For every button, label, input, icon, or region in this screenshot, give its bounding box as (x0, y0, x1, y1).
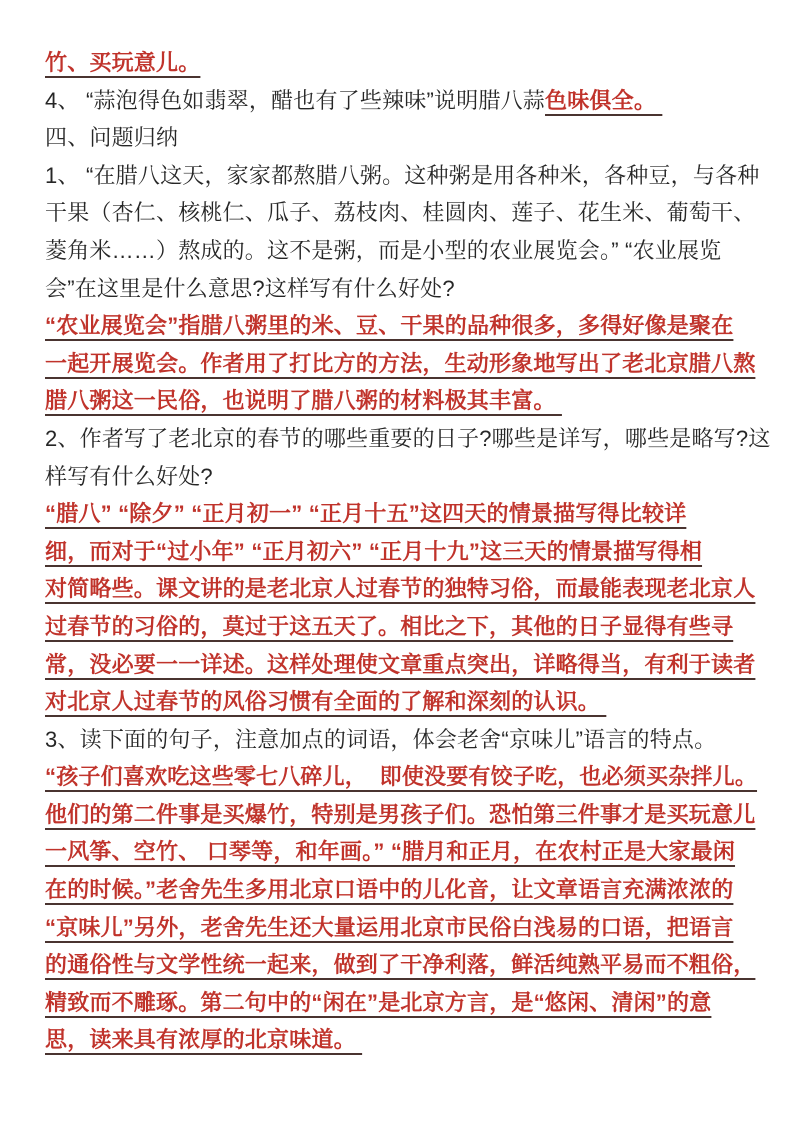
text-line (45, 758, 758, 796)
text-line (45, 194, 755, 232)
text-segment: 腊八粥这一民俗，也说明了腊八粥的材料极其丰富。 (45, 388, 562, 414)
text-segment: 常，没必要一一详述。这样处理使文章重点突出，详略得当，有利于读者 (45, 651, 756, 677)
text-line (45, 1021, 755, 1059)
text-segment: 的通俗性与文学性统一起来，做到了干净利落，鲜活纯熟平易而不粗俗， (45, 952, 756, 978)
text-line (45, 833, 755, 871)
text-segment: 四、问题归纳 (45, 125, 179, 151)
text-line (45, 495, 755, 533)
text-line (45, 82, 755, 120)
text-line (45, 44, 755, 82)
text-segment: 思，读来具有浓厚的北京味道。 (45, 1027, 363, 1053)
text-segment: 对简略些。课文讲的是老北京人过春节的独特习俗，而最能表现老北京人 (45, 576, 756, 602)
text-segment: 会”在这里是什么意思?这样写有什么好处? (45, 275, 455, 301)
text-segment: “京味儿”另外，老舍先生还大量运用北京市民俗白浅易的口语，把语言 (45, 914, 734, 940)
text-line (45, 646, 755, 684)
document-body (45, 44, 771, 1059)
text-line (45, 533, 755, 571)
text-line (45, 458, 755, 496)
text-segment: “农业展览会”指腊八粥里的米、豆、干果的品种很多，多得好像是聚在 (45, 313, 734, 339)
text-line (45, 909, 755, 947)
text-segment: 细，而对于“过小年” “正月初六” “正月十九”这三天的情景描写得相 (45, 538, 703, 564)
text-segment: 一起开展览会。作者用了打比方的方法，生动形象地写出了老北京腊八熬 (45, 350, 756, 376)
text-line (45, 984, 755, 1022)
text-line (45, 157, 760, 195)
text-segment: 精致而不雕琢。第二句中的“闲在”是北京方言，是“悠闲、清闲”的意 (45, 989, 712, 1015)
text-segment: 竹、买玩意儿。 (45, 50, 201, 75)
text-segment: 样写有什么好处? (45, 463, 213, 489)
text-segment: 干果（杏仁、核桃仁、瓜子、荔枝肉、桂圆肉、莲子、花生米、葡萄干、 (45, 200, 756, 226)
text-segment: 对北京人过春节的风俗习惯有全面的了解和深刻的认识。 (45, 689, 607, 715)
text-segment: 在的时候。”老舍先生多用北京口语中的儿化音，让文章语言充满浓浓的 (45, 877, 734, 903)
text-line (45, 270, 755, 308)
text-line (45, 683, 755, 721)
text-line (45, 382, 755, 420)
text-line (45, 232, 755, 270)
text-segment: 1、 “在腊八这天，家家都熬腊八粥。这种粥是用各种米，各种豆，与各种 (45, 162, 760, 188)
text-line (45, 946, 755, 984)
text-line (45, 345, 755, 383)
text-segment: 3、读下面的句子，注意加点的词语，体会老舍“京味儿”语言的特点。 (45, 726, 717, 752)
text-line (45, 420, 771, 458)
text-line (45, 721, 755, 759)
text-segment: 一风筝、空竹、 口琴等，和年画。” “腊月和正月，在农村正是大家最闲 (45, 839, 736, 865)
text-segment: 4、 “蒜泡得色如翡翠，醋也有了些辣味”说明腊八蒜 (45, 87, 546, 113)
text-line (45, 871, 755, 909)
text-segment: 色味俱全。 (545, 87, 663, 113)
text-segment: 菱角米……）熬成的。这不是粥，而是小型的农业展览会。” “农业展览 (45, 237, 722, 263)
text-line (45, 570, 755, 608)
text-segment: 过春节的习俗的，莫过于这五天了。相比之下，其他的日子显得有些寻 (45, 613, 734, 639)
text-line (45, 119, 755, 157)
text-line (45, 307, 755, 345)
text-segment: 他们的第二件事是买爆竹，特别是男孩子们。恐怕第三件事才是买玩意儿 (45, 801, 756, 827)
text-segment: 2、作者写了老北京的春节的哪些重要的日子?哪些是详写，哪些是略写?这 (45, 425, 771, 451)
text-segment: “孩子们喜欢吃这些零七八碎儿， 即使没要有饺子吃，也必须买杂拌儿。 (45, 764, 758, 790)
text-line (45, 796, 755, 834)
text-segment: “腊八” “除夕” “正月初一” “正月十五”这四天的情景描写得比较详 (45, 501, 687, 527)
text-line (45, 608, 755, 646)
